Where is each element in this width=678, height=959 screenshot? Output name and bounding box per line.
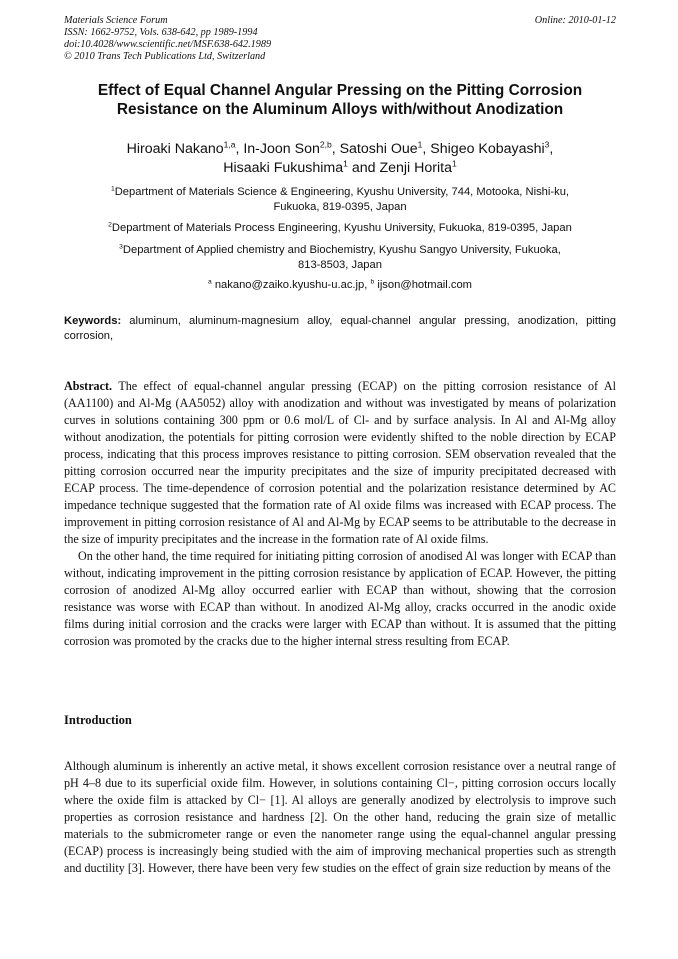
author-sep: , — [331, 141, 340, 157]
author-affil-sup: 1 — [417, 139, 423, 150]
keywords — [64, 314, 616, 344]
abstract-label: Abstract. — [64, 379, 113, 393]
author-sep: , — [235, 141, 244, 157]
email-line — [64, 278, 616, 293]
affiliation-line — [64, 185, 616, 200]
affiliation-text: Department of Materials Process Engineering, Kyushu University, Fukuoka, 819-0395, Japan — [111, 222, 572, 234]
author-sep: , — [549, 141, 554, 157]
author-affil-sup: 3 — [544, 139, 550, 150]
author-line-2 — [64, 159, 616, 178]
affiliation-line — [64, 221, 616, 236]
title-line-1: Effect of Equal Channel Angular Pressing on the Pitting Corrosion — [97, 82, 583, 99]
keywords-text: aluminum, aluminum-magnesium alloy, equal-channel angular pressing, anodization, pitting corrosion, — [64, 315, 616, 342]
affiliation-number: 1 — [110, 185, 115, 193]
online-date: Online: 2010-01-12 — [534, 15, 616, 26]
issn-line: ISSN: 1662-9752, Vols. 638-642, pp 1989-1994 — [64, 27, 258, 38]
email-b: ijson@hotmail.com — [377, 279, 473, 291]
author-name: Zenji Horita — [379, 160, 452, 176]
author-affil-sup: 2,b — [319, 139, 332, 150]
paper-title — [64, 81, 616, 119]
author-list — [64, 140, 616, 178]
affiliation-1 — [64, 185, 616, 215]
abstract-paragraph-2: On the other hand, the time required for initiating pitting corrosion of anodised Al was longer with ECAP than without, indicating improvement in the pitting corrosion resistance by application of ECAP. However, the pitting corrosion of anodized Al-Mg alloy occurred earlier with ECAP than without, showing that the corrosion resistance was worse with ECAP than without. In anodized Al-Mg alloy, cracks occurred in the anodic oxide films during initial corrosion and the cracks were larger with ECAP than without. It is assumed that the pitting corrosion was promoted by the cracks due to the higher internal stress resulting from ECAP. — [64, 549, 616, 648]
affiliation-text: Department of Materials Science & Engineering, Kyushu University, 744, Motooka, Nishi-ku, — [114, 186, 570, 198]
abstract — [64, 378, 616, 650]
email-a: nakano@zaiko.kyushu-u.ac.jp, — [214, 279, 368, 291]
author-name: Satoshi Oue — [339, 141, 418, 157]
introduction-paragraph-1: Although aluminum is inherently an active metal, it shows excellent corrosion resistance over a neutral range of pH 4–8 due to its superficial oxide film. However, in solutions containing Cl−, pitting corrosion occurs locally where the oxide film is attacked by Cl− [1]. Al alloys are generally anodized by electrolysis to improve such properties as corrosion resistance and hardness [2]. On the other hand, reducing the grain size of metallic materials to the submicrometer range or even the nanometer range using the equal-channel angular pressing (ECAP) process is increasingly being studied with the aim of improving mechanical properties such as strength and ductility [3]. However, there have been very few studies on the effect of grain size reduction by means of the — [64, 759, 616, 875]
email-row — [64, 278, 616, 293]
author-name: Hisaaki Fukushima — [223, 160, 344, 176]
affiliation-number: 3 — [119, 243, 123, 251]
author-name: In-Joon Son — [243, 141, 320, 157]
affiliation-line-2: 813-8503, Japan — [298, 259, 382, 271]
keywords-label: Keywords: — [64, 315, 122, 327]
doi-line: doi:10.4028/www.scientific.net/MSF.638-642.1989 — [64, 39, 272, 50]
introduction-heading: Introduction — [64, 713, 132, 727]
affiliation-2 — [64, 221, 616, 236]
author-name: Hiroaki Nakano — [126, 141, 224, 157]
copyright-line: © 2010 Trans Tech Publications Ltd, Switzerland — [64, 51, 266, 62]
author-affil-sup: 1 — [343, 158, 348, 169]
author-affil-sup: 1 — [451, 158, 457, 169]
abstract-text-1: The effect of equal-channel angular pressing (ECAP) on the pitting corrosion resistance of Al (AA1100) and Al-Mg (AA5052) alloy with anodization and without was investigated by means of polarization curves in solutions containing 300 ppm or 0.6 mol/L of Cl- and by surface analysis. In Al and Al-Mg alloy without anodization, the potentials for pitting corrosion were evidently shifted to the noble direction by ECAP process, indicating that this process improves resistance to pitting corrosion. SEM observation revealed that the pitting corrosion occurred near the impurity precipitates and the size of impurity precipitated decreased with ECAP process. The time-dependence of corrosion potential and the polarization resistance determined by AC impedance technique suggested that the formation rate of Al oxide films was increased with ECAP process. The improvement in pitting corrosion resistance of Al and Al-Mg by ECAP seems to be attributable to the decrease in the size of impurity precipitates and the increase in the formation rate of Al oxide films. — [64, 379, 616, 546]
author-affil-sup: 1,a — [223, 139, 236, 150]
affiliation-line — [64, 243, 616, 258]
introduction — [64, 758, 616, 877]
journal-name: Materials Science Forum — [64, 15, 168, 26]
affiliation-number: 2 — [108, 221, 112, 229]
email-sup-a: a — [207, 278, 212, 286]
affiliation-3 — [64, 243, 616, 273]
author-sep: , — [422, 141, 431, 157]
author-sep: and — [347, 160, 380, 176]
title-line-2: Resistance on the Aluminum Alloys with/without Anodization — [116, 101, 564, 118]
affiliation-text: Department of Applied chemistry and Biochemistry, Kyushu Sangyo University, Fukuoka, — [122, 244, 561, 256]
email-sup-b: b — [370, 278, 375, 286]
author-line-1 — [64, 140, 616, 159]
affiliation-line-2: Fukuoka, 819-0395, Japan — [273, 201, 407, 213]
abstract-paragraph-1 — [64, 378, 616, 548]
author-name: Shigeo Kobayashi — [430, 141, 545, 157]
